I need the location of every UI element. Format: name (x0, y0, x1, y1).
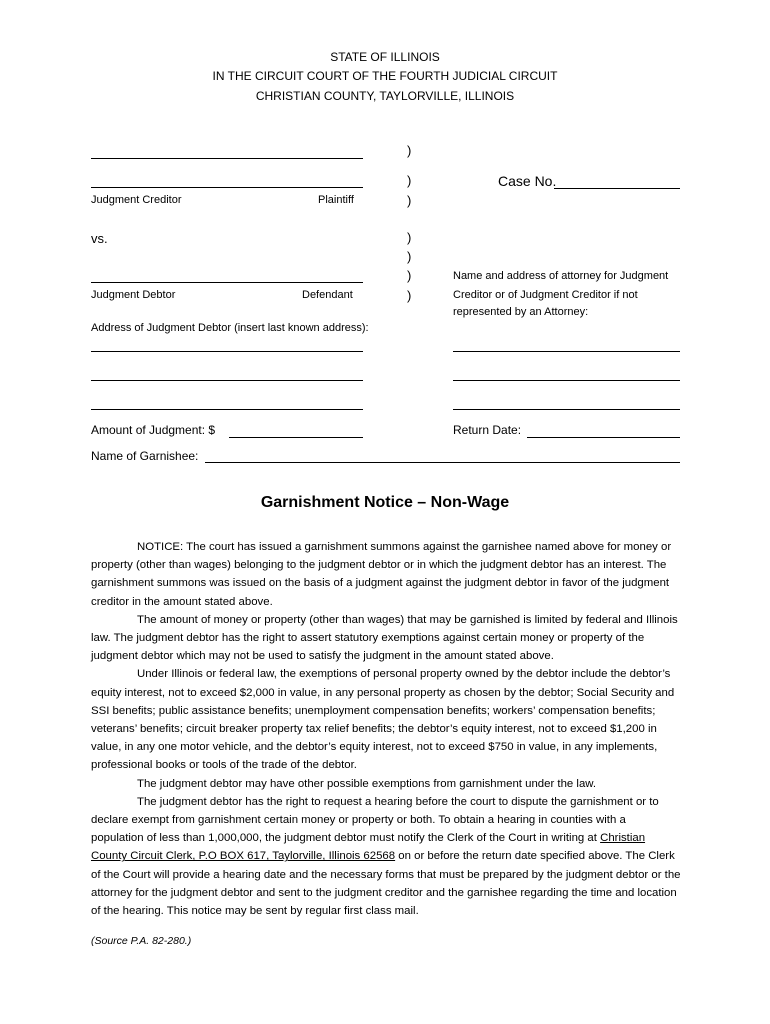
caption-paren: ) (407, 143, 412, 158)
attorney-label-line2: Creditor or of Judgment Creditor if not (453, 289, 638, 301)
return-date-label: Return Date: (453, 423, 522, 437)
caption-paren: ) (407, 268, 412, 283)
debtor-address-line-3[interactable] (91, 409, 363, 410)
notice-paragraph-2: The amount of money or property (other than wages) that may be garnished is limited by federal and Illinois law. The judgment debtor has the right to assert statutory exemptions against certain money or property of the judgment debtor which may not be used to satisfy the judgment in the amount stated above. (91, 613, 678, 663)
notice-body (91, 538, 681, 920)
caption-paren: ) (407, 173, 412, 188)
judgment-creditor-label: Judgment Creditor (91, 194, 182, 206)
caption-paren: ) (407, 249, 412, 264)
hearing-text-before: The judgment debtor has the right to request a hearing before the court to dispute the garnishment or to declare exempt from garnishment certain money or property or both. To obtain a hearing in counties with a population of less than 1,000,000, the judgment debtor must notify the Clerk of the Court in writing at (91, 795, 659, 845)
judgment-creditor-line-2[interactable] (91, 187, 363, 188)
attorney-address-line-3[interactable] (453, 409, 680, 410)
case-number-label: Case No. (498, 173, 557, 189)
court-state-heading: STATE OF ILLINOIS (330, 50, 440, 64)
return-date-field[interactable] (527, 437, 680, 438)
caption-paren: ) (407, 230, 412, 245)
hearing-text-after: on or before the return date specified above. The Clerk of the Court will provide a hearing date and the necessary forms that must be prepared by the judgment debtor or the attorney for the judgment debtor and sent to the judgment creditor and the garnishee regarding the time and location of the hearing. This notice may be sent by regular first class mail. (91, 850, 681, 918)
notice-title: Garnishment Notice – Non-Wage (260, 494, 510, 511)
garnishee-name-label: Name of Garnishee: (91, 449, 199, 463)
notice-paragraph-1: NOTICE: The court has issued a garnishment summons against the garnishee named above for money or property (other than wages) belonging to the judgment debtor or in which the judgment debtor has an interest. The garnishment summons was issued on the basis of a judgment against the judgment debtor in favor of the judgment creditor in the amount stated above. (91, 541, 672, 608)
source-citation: (Source P.A. 82-280.) (91, 935, 192, 947)
caption-paren: ) (407, 288, 412, 303)
judgment-creditor-line-1[interactable] (91, 158, 363, 159)
case-number-field[interactable] (554, 188, 680, 189)
garnishee-name-field[interactable] (205, 462, 680, 463)
debtor-address-line-2[interactable] (91, 380, 363, 381)
debtor-address-label: Address of Judgment Debtor (insert last known address): (91, 322, 369, 334)
plaintiff-label: Plaintiff (318, 194, 354, 206)
caption-paren: ) (407, 193, 412, 208)
court-county-heading: CHRISTIAN COUNTY, TAYLORVILLE, ILLINOIS (255, 89, 515, 103)
attorney-address-line-1[interactable] (453, 351, 680, 352)
attorney-label-line3: represented by an Attorney: (453, 306, 589, 318)
attorney-address-line-2[interactable] (453, 380, 680, 381)
judgment-debtor-label: Judgment Debtor (91, 289, 176, 301)
judgment-debtor-line[interactable] (91, 282, 363, 283)
notice-paragraph-5 (91, 793, 681, 920)
notice-paragraph-3: Under Illinois or federal law, the exemptions of personal property owned by the debtor include the debtor’s equity interest, not to exceed $2,000 in value, in any personal property as chosen by the debtor; Social Security and SSI benefits; public assistance benefits; unemployment compensation benefits; workers’ compensation benefits; veterans’ benefits; circuit breaker property tax relief benefits; the debtor’s equity interest, not to exceed $1,200 in value, in any one motor vehicle, and the debtor’s equity interest, not to exceed $750 in value, in any implements, professional books or tools of the trade of the debtor. (91, 668, 675, 772)
court-circuit-heading: IN THE CIRCUIT COURT OF THE FOURTH JUDICIAL CIRCUIT (212, 69, 558, 83)
notice-paragraph-4: The judgment debtor may have other possible exemptions from garnishment under the law. (137, 777, 597, 790)
clerk-address: Christian County Circuit Clerk, P.O BOX 617, Taylorville, Illinois 62568 (91, 832, 646, 863)
versus-label: vs. (91, 231, 108, 246)
amount-of-judgment-label: Amount of Judgment: $ (91, 423, 216, 437)
defendant-label: Defendant (302, 289, 353, 301)
debtor-address-line-1[interactable] (91, 351, 363, 352)
amount-of-judgment-field[interactable] (229, 437, 363, 438)
attorney-label-line1: Name and address of attorney for Judgment (453, 270, 669, 282)
